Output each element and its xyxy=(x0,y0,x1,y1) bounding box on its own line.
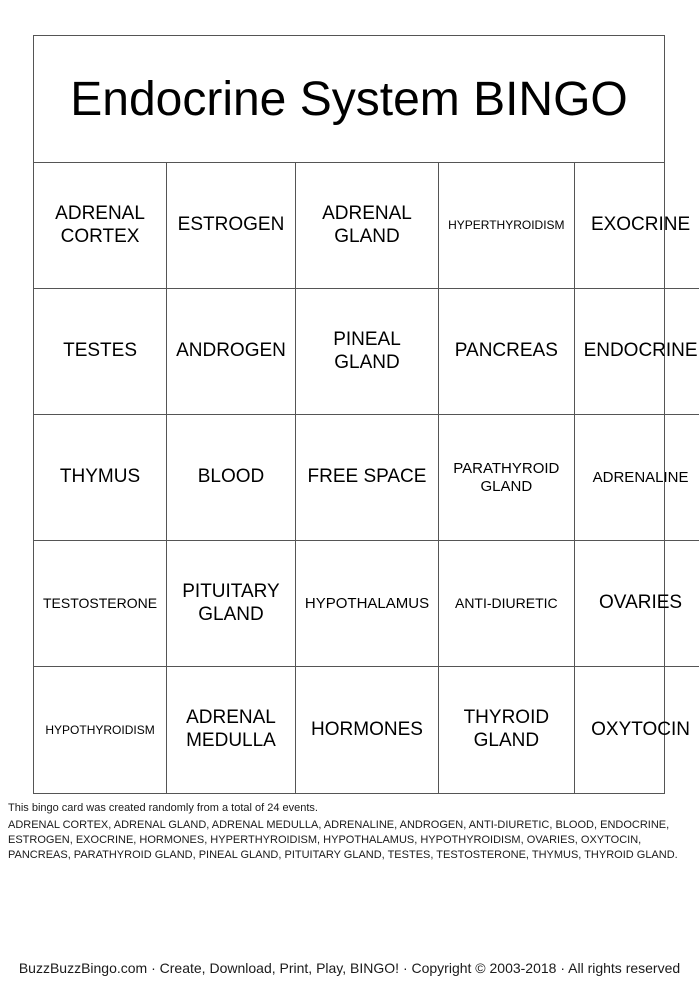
title-box xyxy=(34,36,664,163)
bingo-cell-r4c3: HYPOTHALAMUS xyxy=(296,541,439,667)
bingo-cell-r1c2: ESTROGEN xyxy=(167,163,296,289)
bingo-cell-r1c3: ADRENAL GLAND xyxy=(296,163,439,289)
bingo-cell-r5c4: THYROID GLAND xyxy=(439,667,574,793)
created-note: This bingo card was created randomly from a total of 24 events. xyxy=(8,802,318,814)
events-list: ADRENAL CORTEX, ADRENAL GLAND, ADRENAL MEDULLA, ADRENALINE, ANDROGEN, ANTI-DIURETIC, BLOOD, ENDOCRINE, ESTROGEN, EXOCRINE, HORMONES, HYPERTHYROIDISM, HYPOTHALAMUS, HYPOTHYROIDISM, OVARIES, OXYTOCIN, PANCREAS, PARATHYROID GLAND, PINEAL GLAND, PITUITARY GLAND, TESTES, TESTOSTERONE, THYMUS, THYROID GLAND. xyxy=(8,819,678,861)
bingo-cell-free-space: FREE SPACE xyxy=(296,415,439,541)
bingo-cell-r4c4: ANTI-DIURETIC xyxy=(439,541,574,667)
bingo-cell-r1c5: EXOCRINE xyxy=(575,163,699,289)
bingo-cell-r4c2: PITUITARY GLAND xyxy=(167,541,296,667)
bingo-cell-r5c1: HYPOTHYROIDISM xyxy=(34,667,167,793)
bingo-cell-r2c4: PANCREAS xyxy=(439,289,574,415)
bingo-cell-r2c5: ENDOCRINE xyxy=(575,289,699,415)
footer-copyright: BuzzBuzzBingo.com · Create, Download, Print, Play, BINGO! · Copyright © 2003-2018 · All rights reserved xyxy=(18,960,681,976)
bingo-cell-r5c5: OXYTOCIN xyxy=(591,718,691,740)
bingo-cell-r2c2: ANDROGEN xyxy=(167,289,296,415)
bingo-cell-r3c1: THYMUS xyxy=(34,415,167,541)
bingo-cell-r3c2: BLOOD xyxy=(167,415,296,541)
page-title: Endocrine System BINGO xyxy=(70,72,628,126)
bingo-cell-r5c3: HORMONES xyxy=(296,667,439,793)
bingo-cell-r2c1: TESTES xyxy=(34,289,167,415)
bingo-cell-r3c4: PARATHYROID GLAND xyxy=(439,415,574,541)
bingo-cell-r1c4: HYPERTHYROIDISM xyxy=(439,163,574,289)
bingo-cell-r4c1: TESTOSTERONE xyxy=(34,541,167,667)
bingo-grid xyxy=(34,163,698,793)
bingo-cell-r2c3: PINEAL GLAND xyxy=(296,289,439,415)
bingo-cell-r1c1: ADRENAL CORTEX xyxy=(34,163,167,289)
bingo-cell-r5c2: ADRENAL MEDULLA xyxy=(167,667,296,793)
bingo-card xyxy=(33,35,698,794)
bingo-cell-r4c5: OVARIES xyxy=(575,541,699,667)
bingo-cell-r3c5: ADRENALINE xyxy=(575,415,699,541)
card-notes xyxy=(8,801,694,863)
